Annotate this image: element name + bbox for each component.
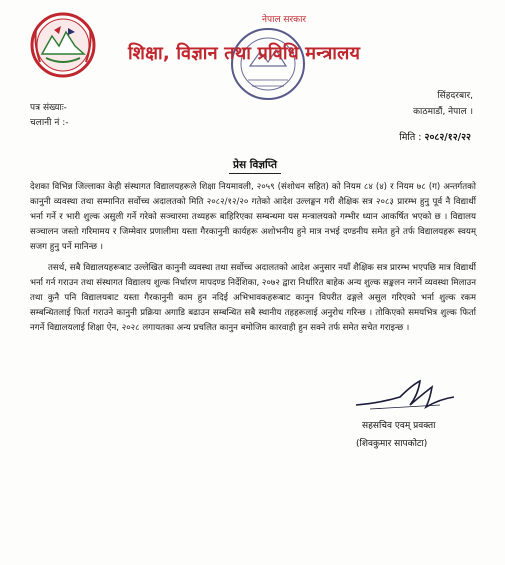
nepal-emblem-icon	[28, 10, 98, 80]
date-line	[399, 130, 471, 143]
ministry-name: शिक्षा, विज्ञान तथा प्रविधि मन्त्रालय	[128, 43, 361, 64]
date-value: २०८२/१२/२२	[424, 132, 471, 143]
signature-icon	[350, 375, 460, 415]
signatory-name: (शिवकुमार सापकोटा)	[356, 439, 428, 449]
body-paragraph-1: देशका विभिन्न जिल्लाका केही संस्थागत विद्यालयहरूले शिक्षा नियमावली, २०५९ (संशोधन सहित) को नियम ८४ (४) र नियम ७८ (ग) अन्तर्गतको कानुनी व्यवस्था तथा सम्मानित सर्वोच्च अदालतको मिति २०८२/१२/२० गतेको आदेश उल्लङ्घन गरी शैक्षिक सत्र २०८३ प्रारम्भ हुनु पूर्व नै विद्यार्थी भर्ना गर्ने र भारी शुल्क असुली गर्ने गरेको सञ्चारमा तथ्यहरू बाहिरिएका सम्बन्धमा यस मन्त्रालयको गम्भीर ध्यान आकर्षित भएको छ । विद्यालय सञ्चालन जस्तो गरिमामय र जिम्मेवार प्रणालीमा यस्ता गैरकानुनी कार्यहरू अशोभनीय हुने मात्र नभई दण्डनीय समेत हुने तर्फ विद्यालयहरू स्वयम् सजग हुनु पर्ने मानिन्छ ।	[30, 182, 476, 252]
signatory-title: सहसचिव एवम् प्रवक्ता	[362, 421, 436, 431]
title-container	[60, 153, 450, 174]
letter-number-label: पत्र संख्याः-	[30, 103, 67, 113]
government-line: नेपाल सरकार	[262, 15, 307, 25]
address-line-2: काठमाडौं, नेपाल ।	[413, 107, 473, 117]
address-line-1: सिंहदरबार,	[437, 91, 473, 101]
dispatch-number-label: चलानी नं :-	[30, 118, 69, 128]
date-label: मिति :	[399, 132, 422, 143]
document-body	[30, 180, 476, 342]
press-release-title: प्रेस विज्ञप्ति	[229, 158, 281, 174]
body-paragraph-2: तसर्थ, सबै विद्यालयहरूबाट उल्लेखित कानुनी व्यवस्था तथा सर्वोच्च अदालतको आदेश अनुसार नयाँ शैक्षिक सत्र प्रारम्भ भएपछि मात्र विद्यार्थी भर्ना गर्न गराउन तथा संस्थागत विद्यालय शुल्क निर्धारण मापदण्ड निर्देशिका, २०७२ द्वारा निर्धारित बाहेक अन्य शुल्क सङ्कलन नगर्ने व्यवस्था मिलाउन तथा कुनै पनि विद्यालयबाट यस्ता गैरकानुनी काम हुन नदिई अभिभावकहरूबाट कानुन विपरीत ढङ्गले असुल गरिएको भर्ना शुल्क रकम सम्बन्धितलाई फिर्ता गराउने कानुनी प्रक्रिया अगाडि बढाउन सम्बन्धित सबै स्थानीय तहहरूलाई अनुरोध गरिन्छ । तोकिएको समयभित्र शुल्क फिर्ता नगर्ने विद्यालयलाई शिक्षा ऐन, २०२८ लगायतका अन्य प्रचलित कानुन बमोजिम कारवाही हुन सक्ने तर्फ समेत सचेत गराइन्छ ।	[30, 263, 476, 333]
